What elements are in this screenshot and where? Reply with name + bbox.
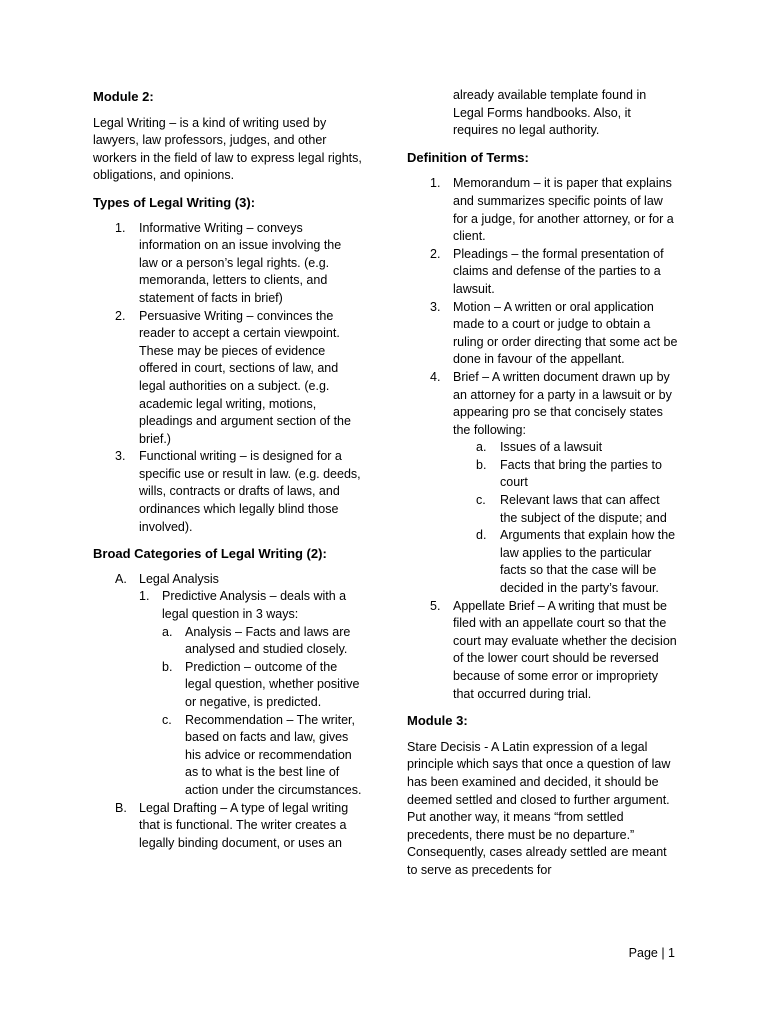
sub-list (139, 588, 363, 799)
types-list (93, 220, 363, 537)
list-item (93, 308, 363, 449)
list-item-text: Motion – A written or oral application made to a court or judge to obtain a ruling or order directing that some act be done in favour of the appellant. (453, 299, 678, 367)
list-marker: c. (162, 712, 172, 727)
list-marker: c. (476, 493, 486, 508)
list-marker: a. (476, 440, 487, 455)
list-item (93, 571, 363, 800)
continuation-text: already available template found in Legal Forms handbooks. Also, it requires no legal authority. (453, 88, 647, 138)
list-item-text: Arguments that explain how the law applies to the particular facts so that the case will be decided in the party’s favour. (500, 528, 676, 596)
list-item-text: Legal Drafting – A type of legal writing that is functional. The writer creates a legally binding document, or uses an (139, 800, 349, 850)
list-item (93, 800, 363, 853)
list-item-text: Functional writing – is designed for a specific use or result in law. (e.g. deeds, wills, contracts or drafts of laws, and ordinances which legally blind those involved). (139, 449, 361, 534)
list-item-text: Brief – A written document drawn up by an attorney for a party in a lawsuit or by appearing pro se that concisely states the following: (453, 369, 672, 437)
types-heading: Types of Legal Writing (3): (93, 194, 256, 210)
sub-sub-list (162, 624, 363, 800)
list-item (407, 299, 679, 369)
list-marker: 2. (430, 246, 441, 261)
list-item-text: Legal Analysis (139, 571, 219, 586)
terms-list (407, 175, 679, 439)
list-item (407, 492, 679, 527)
list-item-text: Facts that bring the parties to court (500, 457, 662, 490)
left-column (93, 0, 363, 852)
list-item (407, 175, 679, 245)
list-item (407, 457, 679, 492)
list-item (407, 439, 679, 457)
list-marker: 1. (115, 220, 126, 235)
list-item (162, 712, 363, 800)
module-2-heading: Module 2: (93, 89, 154, 104)
list-item (139, 588, 363, 799)
list-marker: 1. (139, 589, 150, 604)
list-item-text: Recommendation – The writer, based on facts and law, gives his advice or recommendation as to what is the best line of action under the circumstances. (185, 712, 362, 797)
stare-decisis-paragraph: Stare Decisis - A Latin expression of a legal principle which says that once a question of law has been examined and decided, it should be deemed settled and closed to further argument. Put another way, it means “from settled precedents, there must be no departure.” Consequently, cases already settled are meant to serve as precedents for (407, 739, 671, 877)
terms-heading: Definition of Terms: (407, 149, 529, 165)
legal-writing-definition: Legal Writing – is a kind of writing used by lawyers, law professors, judges, and other workers in the field of law to express legal rights, obligations, and opinions. (93, 115, 362, 183)
brief-items-list (407, 439, 679, 597)
continuation-block (407, 87, 679, 140)
list-marker: 3. (430, 299, 441, 314)
list-item-text: Persuasive Writing – convinces the reader to accept a certain viewpoint. These may be pieces of evidence offered in court, sections of law, and legal authorities on a subject. (e.g. academic legal writing, motions, pleadings and argument section of the brief.) (139, 308, 351, 446)
list-item-text: Relevant laws that can affect the subject of the dispute; and (500, 493, 667, 525)
terms-list-continued (407, 598, 679, 704)
list-marker: b. (476, 457, 487, 472)
list-item-text: Pleadings – the formal presentation of claims and defense of the parties to a lawsuit. (453, 246, 664, 296)
list-item (93, 220, 363, 308)
list-item (162, 659, 363, 712)
categories-list (93, 571, 363, 853)
list-marker: 4. (430, 369, 441, 384)
list-item (407, 246, 679, 299)
list-marker: d. (476, 528, 487, 543)
list-marker: 3. (115, 449, 126, 464)
list-item-text: Prediction – outcome of the legal question, whether positive or negative, is predicted. (185, 659, 360, 709)
list-item-text: Analysis – Facts and laws are analysed and studied closely. (185, 624, 351, 657)
list-item-text: Predictive Analysis – deals with a legal question in 3 ways: (162, 589, 347, 622)
list-item-text: Memorandum – it is paper that explains and summarizes specific points of law for a judge, for another attorney, or for a client. (453, 176, 674, 244)
list-marker: A. (115, 571, 127, 586)
list-item (407, 527, 679, 597)
page-number: Page | 1 (628, 946, 675, 960)
list-marker: B. (115, 800, 127, 815)
list-item-text: Appellate Brief – A writing that must be filed with an appellate court so that the court may evaluate whether the decision of the lower court should be reversed because of some error or impropriety that occurred during trial. (453, 598, 677, 701)
list-marker: a. (162, 624, 173, 639)
right-column (407, 0, 679, 880)
list-marker: 2. (115, 308, 126, 323)
list-item-text: Issues of a lawsuit (500, 440, 603, 455)
list-item (407, 598, 679, 704)
list-item-text: Informative Writing – conveys information on an issue involving the law or a person’s legal rights. (e.g. memoranda, letters to clients, and statement of facts in brief) (139, 220, 342, 305)
list-item (162, 624, 363, 659)
list-item (93, 448, 363, 536)
list-marker: 1. (430, 176, 441, 191)
list-marker: 5. (430, 598, 441, 613)
module-3-heading: Module 3: (407, 713, 468, 729)
list-item (407, 369, 679, 439)
categories-heading: Broad Categories of Legal Writing (2): (93, 546, 327, 562)
list-marker: b. (162, 659, 173, 674)
